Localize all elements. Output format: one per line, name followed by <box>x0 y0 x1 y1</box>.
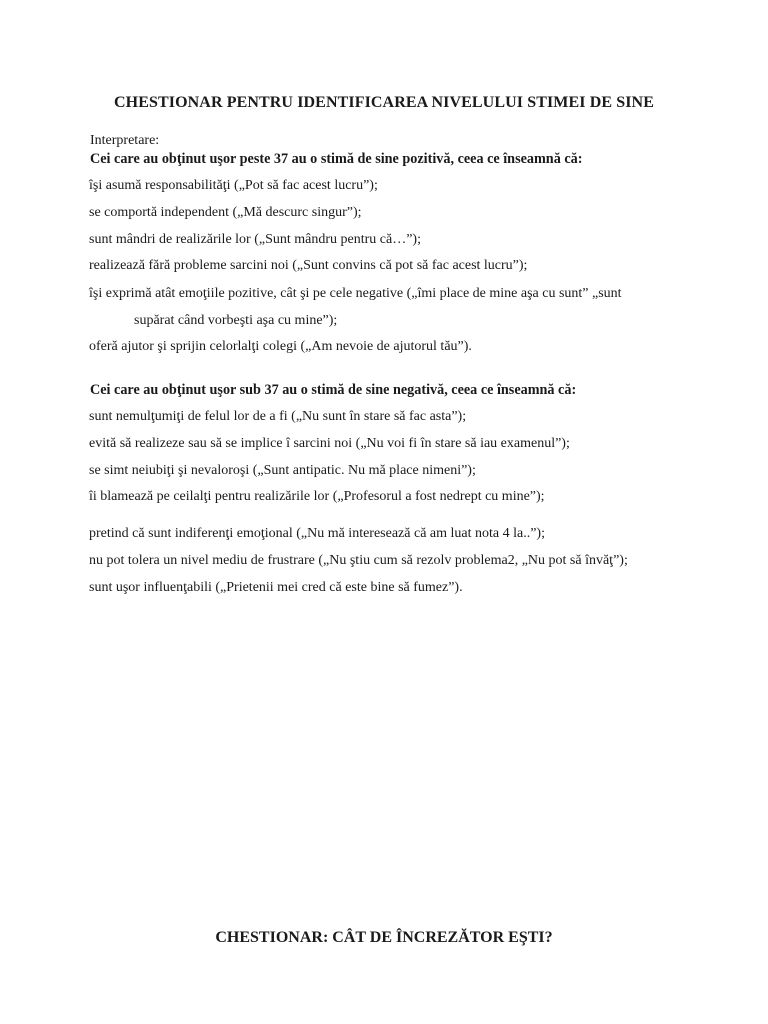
negative-item: pretind că sunt indiferenţi emoţional („Nu mă interesează că am luat nota 4 la..”); <box>89 526 545 541</box>
positive-item: îşi asumă responsabilităţi („Pot să fac acest lucru”); <box>89 178 378 193</box>
interpretation-label: Interpretare: <box>90 133 160 148</box>
negative-item: sunt uşor influenţabili („Prietenii mei cred că este bine să fumez”). <box>89 580 463 595</box>
negative-item: îi blamează pe ceilalţi pentru realizările lor („Profesorul a fost nedrept cu mine”); <box>89 489 545 504</box>
positive-heading: Cei care au obţinut uşor peste 37 au o stimă de sine pozitivă, ceea ce înseamnă că: <box>90 151 583 167</box>
second-questionnaire-title: CHESTIONAR: CÂT DE ÎNCREZĂTOR EŞTI? <box>215 929 553 946</box>
negative-item: se simt neiubiţi şi nevaloroşi („Sunt antipatic. Nu mă place nimeni”); <box>89 463 476 478</box>
negative-item: nu pot tolera un nivel mediu de frustrare („Nu ştiu cum să rezolv problema2, „Nu pot să învăţ”); <box>89 553 628 568</box>
positive-item: îşi exprimă atât emoţiile pozitive, cât şi pe cele negative („îmi place de mine aşa cu sunt” „sunt <box>89 286 622 301</box>
positive-item: sunt mândri de realizările lor („Sunt mândru pentru că…”); <box>89 232 421 247</box>
positive-item: realizează fără probleme sarcini noi („Sunt convins că pot să fac acest lucru”); <box>89 258 528 273</box>
negative-heading: Cei care au obţinut uşor sub 37 au o stimă de sine negativă, ceea ce înseamnă că: <box>90 382 577 398</box>
document-title: CHESTIONAR PENTRU IDENTIFICAREA NIVELULUI STIMEI DE SINE <box>114 94 654 111</box>
positive-item-continuation: supărat când vorbeşti aşa cu mine”); <box>134 313 338 328</box>
positive-item: oferă ajutor şi sprijin celorlalţi colegi („Am nevoie de ajutorul tău”). <box>89 339 472 354</box>
negative-item: evită să realizeze sau să se implice î sarcini noi („Nu voi fi în stare să iau examenul”); <box>89 436 570 451</box>
negative-item: sunt nemulţumiţi de felul lor de a fi („Nu sunt în stare să fac asta”); <box>89 409 467 424</box>
positive-item: se comportă independent („Mă descurc singur”); <box>89 205 362 220</box>
